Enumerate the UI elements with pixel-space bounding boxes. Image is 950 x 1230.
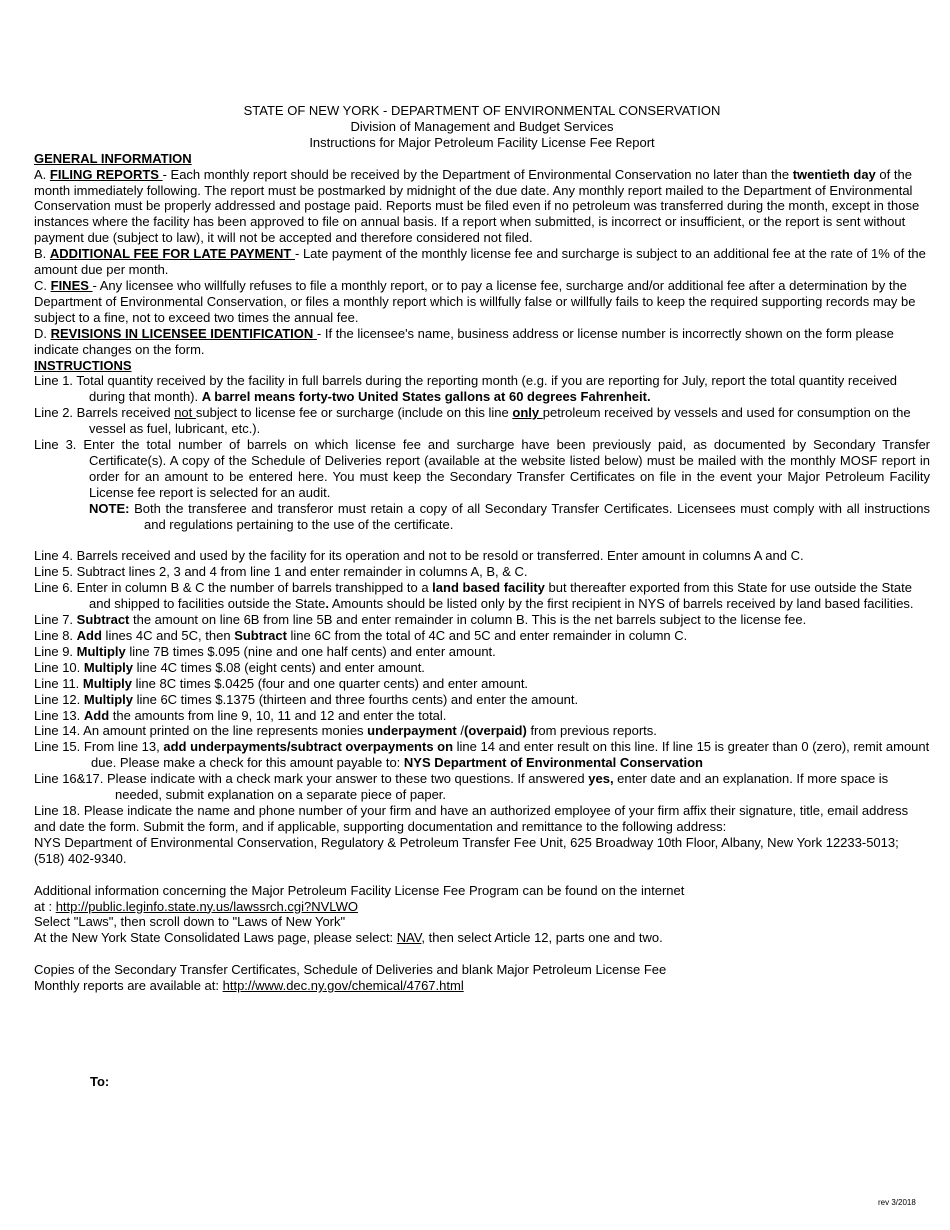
- line8-text-b: lines 4C and 5C, then: [101, 628, 235, 643]
- additional-info-line-1: Additional information concerning the Major Petroleum Facility License Fee Program can be found on the internet: [34, 882, 685, 898]
- instruction-line-6: [34, 580, 930, 612]
- line14-bold-1: underpayment: [367, 723, 457, 739]
- line2-only: only: [512, 405, 543, 421]
- line8-add: Add: [76, 628, 102, 643]
- instruction-line-2: [34, 405, 930, 437]
- instruction-line-1: [34, 373, 930, 405]
- line2-not: not: [174, 405, 196, 421]
- section-a-prefix: A.: [34, 166, 50, 182]
- instructions-heading: INSTRUCTIONS: [34, 357, 132, 373]
- section-a-text-1: - Each monthly report should be received by the Department of Environmental Conservation no later than the: [162, 166, 793, 182]
- line2-text-a: Line 2. Barrels received: [34, 405, 175, 421]
- line10-text-a: Line 10.: [34, 659, 84, 675]
- line8-text-a: Line 8.: [34, 628, 77, 643]
- instruction-line-15: [34, 739, 930, 771]
- section-c-fines: [34, 278, 930, 326]
- line14-text-c: from previous reports.: [526, 723, 657, 739]
- instruction-note: [34, 501, 930, 533]
- general-information-heading: GENERAL INFORMATION: [34, 150, 192, 166]
- line9-text-a: Line 9.: [34, 643, 77, 659]
- line6-text-b: but thereafter exported from this State for use outside the State and shipped to facilities outside the State: [89, 580, 912, 612]
- line10-text-b: line 4C times $.08 (eight cents) and enter amount.: [132, 659, 425, 675]
- instruction-line-12: [34, 692, 930, 708]
- line13-text-b: the amounts from line 9, 10, 11 and 12 and enter the total.: [109, 707, 447, 723]
- additional-info-line-3: Select "Laws", then scroll down to "Laws of New York": [34, 914, 346, 930]
- section-a-bold: twentieth day: [792, 166, 876, 182]
- line12-text-a: Line 12.: [34, 691, 84, 707]
- section-b-title: ADDITIONAL FEE FOR LATE PAYMENT: [49, 246, 295, 262]
- section-b-prefix: B.: [34, 246, 50, 262]
- copies-prefix: Monthly reports are available at:: [34, 978, 223, 994]
- header-line-2: Division of Management and Budget Services: [350, 118, 614, 134]
- instruction-line-10: [34, 660, 930, 676]
- section-d-title: REVISIONS IN LICENSEE IDENTIFICATION: [50, 325, 317, 341]
- additional-info-line-4-b: , then select Article 12, parts one and two.: [421, 930, 663, 946]
- line11-text-a: Line 11.: [34, 675, 83, 691]
- nav-text: NAV: [396, 930, 422, 946]
- section-d-text: - If the licensee's name, business address or license number is incorrectly shown on the form please indicate changes on the form.: [34, 325, 894, 357]
- line15-bold: add underpayments/subtract overpayments on: [163, 739, 454, 755]
- spacer: [34, 867, 930, 883]
- instruction-line-11: [34, 676, 930, 692]
- note-label: NOTE:: [89, 500, 130, 516]
- mailing-address: NYS Department of Environmental Conservation, Regulatory & Petroleum Transfer Fee Unit, 625 Broadway 10th Floor, Albany, New York 12233-5013; (518) 402-9340.: [34, 834, 899, 866]
- section-b-text: - Late payment of the monthly license fee and surcharge is subject to an additional fee at the rate of 1% of the amount due per month.: [34, 246, 926, 278]
- line7-text-b: the amount on line 6B from line 5B and enter remainder in column B. This is the net barrels subject to the license fee.: [129, 612, 807, 628]
- additional-info-prefix: at :: [34, 898, 56, 914]
- line12-bold: Multiply: [83, 691, 133, 707]
- dec-website-link[interactable]: http://www.dec.ny.gov/chemical/4767.html: [222, 978, 464, 994]
- spacer: [34, 532, 930, 548]
- instruction-line-5: Line 5. Subtract lines 2, 3 and 4 from line 1 and enter remainder in columns A, B, & C.: [34, 564, 528, 580]
- line8-text-c: line 6C from the total of 4C and 5C and enter remainder in column C.: [286, 628, 688, 643]
- section-a-title: FILING REPORTS: [49, 166, 163, 182]
- line6-text-a: Line 6. Enter in column B & C the number of barrels transhipped to a: [34, 580, 433, 596]
- revision-label: rev 3/2018: [878, 1198, 916, 1207]
- additional-info-line-4: [34, 930, 930, 946]
- line9-text-b: line 7B times $.095 (nine and one half cents) and enter amount.: [125, 643, 496, 659]
- line14-text-a: Line 14. An amount printed on the line represents monies: [34, 723, 368, 739]
- instruction-line-4: Line 4. Barrels received and used by the facility for its operation and not to be resold or transferred. Enter amount in columns A and C.: [34, 548, 804, 564]
- note-text: Both the transferee and transferor must retain a copy of all Secondary Transfer Certificates. Licensees must comply with all instructions and regulations pertaining to the use of the certificate.: [129, 500, 930, 532]
- line9-bold: Multiply: [76, 643, 126, 659]
- section-d-prefix: D.: [34, 325, 51, 341]
- laws-link[interactable]: http://public.leginfo.state.ny.us/lawssrch.cgi?NVLWO: [55, 898, 358, 914]
- line7-text-a: Line 7.: [34, 612, 77, 628]
- instruction-line-14: [34, 723, 930, 739]
- copies-line-1: Copies of the Secondary Transfer Certificates, Schedule of Deliveries and blank Major Petroleum License Fee: [34, 962, 667, 978]
- line1-text: Line 1. Total quantity received by the facility in full barrels during the reporting month (e.g. if you are reporting for July, report the total quantity received during that month).: [34, 373, 898, 405]
- section-c-text: - Any licensee who willfully refuses to file a monthly report, or to pay a license fee, surcharge and/or additional fee after a determination by the Department of Environmental Conservation, or files a monthly report which is willfully false or willfully fails to keep the required supporting records may be subject to a fine, not to exceed two times the annual fee.: [34, 277, 916, 325]
- instruction-line-18: Line 18. Please indicate the name and phone number of your firm and have an authorized employee of your firm affix their signature, title, email address and date the form. Submit the form, and if applicable, supporting documentation and remittance to the following address:: [34, 802, 909, 834]
- copies-line-2: [34, 978, 930, 994]
- section-b-late-payment: [34, 246, 930, 278]
- line12-text-b: line 6C times $.1375 (thirteen and three fourths cents) and enter the amount.: [132, 691, 579, 707]
- instruction-line-8: [34, 628, 930, 644]
- section-a-text-2: of the month immediately following. The report must be postmarked by midnight of the due date. Any monthly report mailed to the Department of Environmental Conservation must be properly addressed and postage paid. Reports must be filed even if no petroleum was transferred during the month, except in those instances where the facility has been approved to file on annual basis. If a report when submitted, is incorrect or insufficient, or the report is sent without payment due (subject to law), it will not be accepted and therefore considered not filed.: [34, 166, 920, 246]
- to-label: To:: [90, 1074, 110, 1089]
- line1617-text-a: Line 16&17. Please indicate with a check mark your answer to these two questions. If answered: [34, 771, 589, 787]
- spacer: [34, 946, 930, 962]
- line6-dot: .: [325, 596, 329, 612]
- line1617-yes: yes,: [588, 771, 614, 787]
- line6-text-c: Amounts should be listed only by the first recipient in NYS of barrels received by land based facilities.: [328, 596, 914, 612]
- line11-text-b: line 8C times $.0425 (four and one quarter cents) and enter amount.: [132, 675, 529, 691]
- line15-payee: NYS Department of Environmental Conservation: [403, 755, 703, 771]
- line6-bold: land based facility: [432, 580, 545, 596]
- section-c-title: FINES: [50, 277, 93, 293]
- section-d-revisions: [34, 326, 930, 358]
- document-body: [34, 103, 930, 994]
- instruction-line-13: [34, 708, 930, 724]
- line13-bold: Add: [83, 707, 110, 723]
- line13-text-a: Line 13.: [34, 707, 84, 723]
- line1-bold: A barrel means forty-two United States gallons at 60 degrees Fahrenheit.: [201, 389, 651, 405]
- instruction-line-9: [34, 644, 930, 660]
- line15-text-b: line 14 and enter result on this line. If line 15 is greater than 0 (zero), remit amount due. Please make a check for this amount payable to:: [91, 739, 930, 771]
- instruction-line-16-17: [34, 771, 930, 803]
- line2-text-b: subject to license fee or surcharge (include on this line: [195, 405, 513, 421]
- line11-bold: Multiply: [82, 675, 133, 691]
- line7-bold: Subtract: [76, 612, 130, 628]
- section-c-prefix: C.: [34, 277, 51, 293]
- line1617-text-b: enter date and an explanation. If more space is needed, submit explanation on a separate piece of paper.: [115, 771, 889, 803]
- line8-subtract: Subtract: [234, 628, 287, 643]
- additional-info-line-2: [34, 899, 930, 915]
- line14-text-b: /: [456, 723, 464, 739]
- header-line-1: STATE OF NEW YORK - DEPARTMENT OF ENVIRONMENTAL CONSERVATION: [243, 103, 721, 118]
- line14-bold-2: (overpaid): [463, 723, 527, 739]
- document-header: [0, 103, 950, 151]
- section-a-filing-reports: [34, 167, 930, 247]
- additional-info-line-4-a: At the New York State Consolidated Laws page, please select:: [34, 930, 397, 946]
- header-line-3: Instructions for Major Petroleum Facility License Fee Report: [309, 134, 655, 150]
- instruction-line-3: Line 3. Enter the total number of barrels on which license fee and surcharge have been previously paid, as documented by Secondary Transfer Certificate(s). A copy of the Schedule of Deliveries report (available at the website listed below) must be mailed with the monthly MOSF report in order for an amount to be entered here. You must keep the Secondary Transfer Certificates on file in the event your Major Petroleum Facility License fee report is selected for an audit.: [34, 437, 930, 500]
- line15-text-a: Line 15. From line 13,: [34, 739, 164, 755]
- line10-bold: Multiply: [83, 659, 133, 675]
- instruction-line-7: [34, 612, 930, 628]
- line2-text-c: petroleum received by vessels and used for consumption on the vessel as fuel, lubricant, etc.).: [89, 405, 911, 437]
